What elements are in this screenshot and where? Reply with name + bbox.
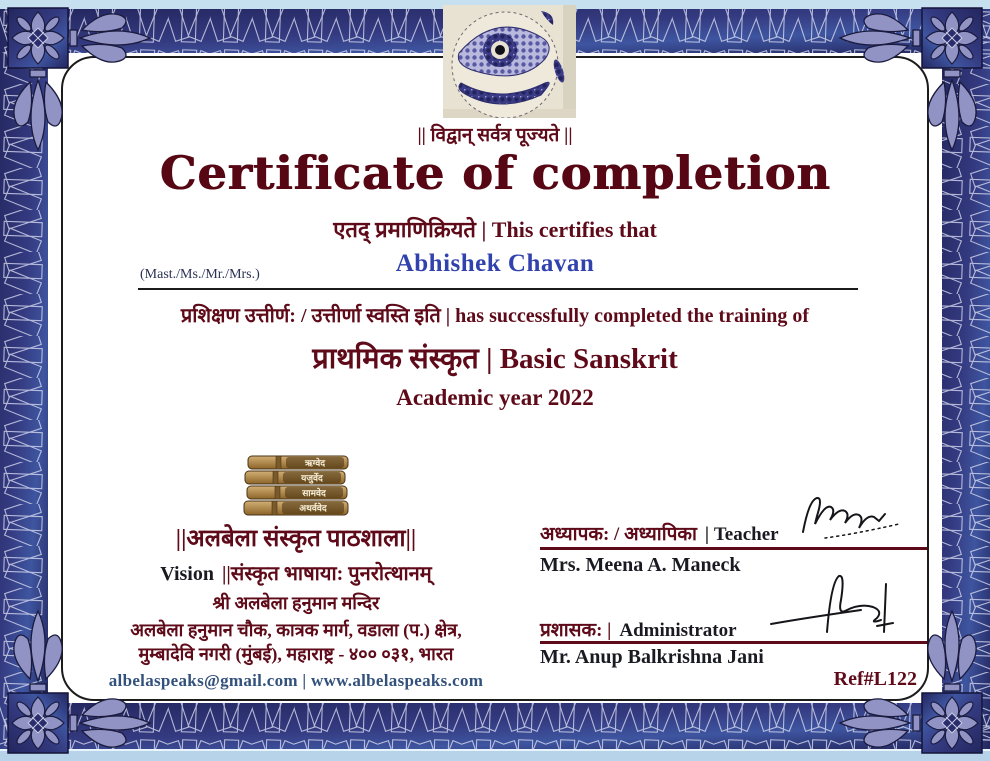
eye-artwork-image (443, 5, 576, 118)
address-line-2: मुम्बादेवि नगरी (मुंबई), महाराष्ट्र - ४०० ०३१, भारत (138, 644, 454, 664)
teacher-role-english: | Teacher (704, 524, 779, 545)
svg-text:अथर्ववेद: अथर्ववेद (299, 503, 327, 513)
svg-text:यजुर्वेद: यजुर्वेद (301, 473, 323, 483)
recipient-name: Abhishek Chavan (395, 250, 595, 277)
administrator-role-english: Administrator (619, 620, 737, 641)
administrator-signature-line (540, 641, 927, 644)
vision-line (66, 559, 526, 586)
teacher-role-line (540, 520, 930, 546)
administrator-role-devanagari: प्रशासक: | (540, 620, 612, 641)
certificate-title: Certificate of completion (159, 146, 831, 200)
administrator-role-line (540, 616, 930, 642)
completion-line: प्रशिक्षण उत्तीर्ण: / उत्तीर्णा स्वस्ति इति | has successfully completed the training of (180, 305, 810, 327)
administrator-name: Mr. Anup Balkrishna Jani (540, 646, 764, 668)
vision-text: ||संस्कृत भाषाया: पुनरोत्थानम् (222, 563, 432, 585)
teacher-name: Mrs. Meena A. Maneck (540, 554, 741, 576)
vision-label: Vision (160, 563, 214, 585)
certifies-line: एतद् प्रमाणिक्रियते | This certifies that (333, 217, 657, 242)
svg-text:सामवेद: सामवेद (302, 488, 326, 498)
course-name: प्राथमिक संस्कृत | Basic Sanskrit (312, 343, 678, 375)
sanskrit-motto: || विद्वान् सर्वत्र पूज्यते || (417, 125, 573, 146)
temple-name: श्री अलबेला हनुमान मन्दिर (212, 593, 380, 613)
teacher-signature-line (540, 547, 927, 550)
academic-year: Academic year 2022 (396, 385, 594, 410)
salutation-hint: (Mast./Ms./Mr./Mrs.) (140, 267, 260, 282)
teacher-role-devanagari: अध्यापक: / अध्यापिका (540, 524, 697, 545)
vedas-manuscripts-image (240, 455, 353, 518)
name-underline (138, 288, 858, 290)
contact-line: albelaspeaks@gmail.com | www.albelaspeaks.com (108, 671, 484, 690)
school-name: ||अलबेला संस्कृत पाठशाला|| (175, 526, 417, 552)
address-line-1: अलबेला हनुमान चौक, कात्रक मार्ग, वडाला (प.) क्षेत्र, (130, 620, 462, 640)
svg-text:ऋग्वेद: ऋग्वेद (305, 458, 325, 468)
reference-number: Ref#L122 (833, 668, 917, 690)
